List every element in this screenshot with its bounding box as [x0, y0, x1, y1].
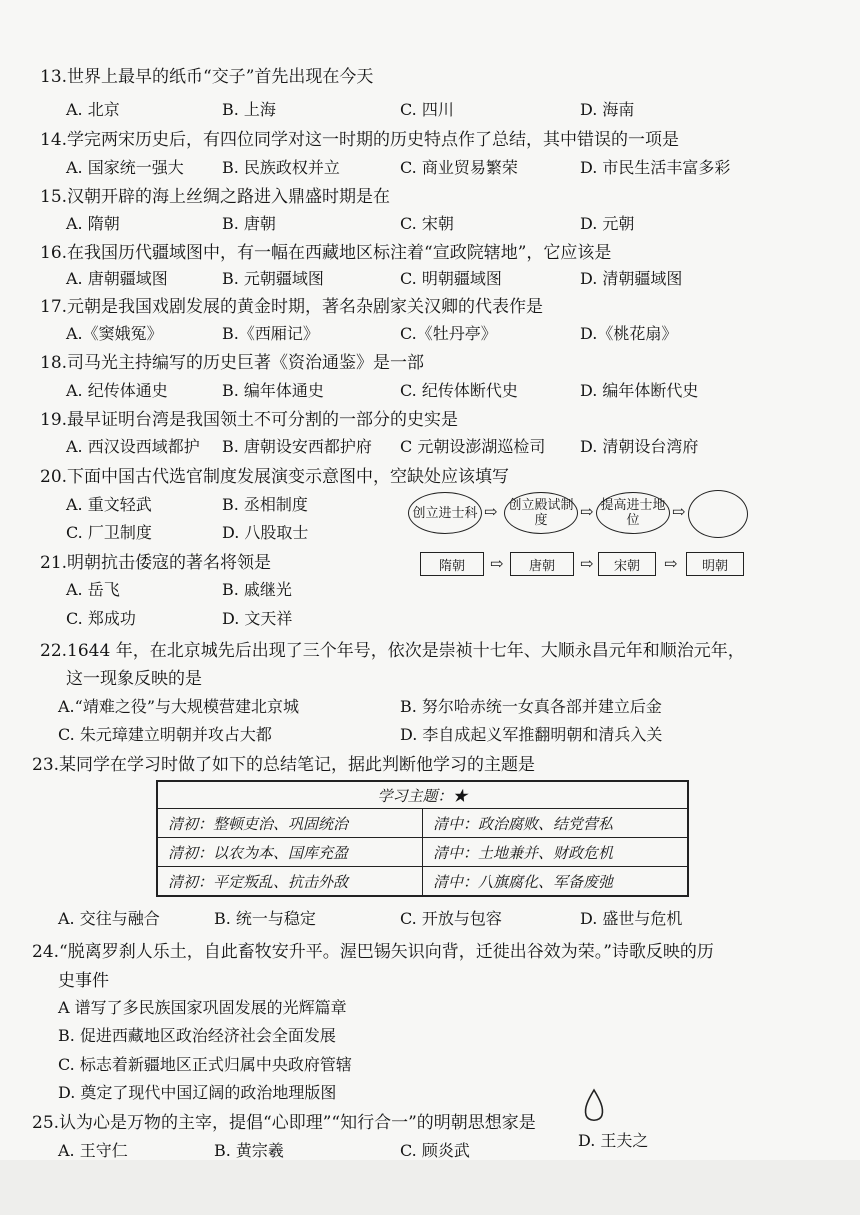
option-c: C. 朱元璋建立明朝并攻占大都 [58, 725, 272, 744]
option-b: B. 黄宗羲 [214, 1141, 284, 1160]
question-number: 21. [40, 553, 68, 573]
question-19 [40, 405, 458, 430]
question-22 [40, 636, 745, 661]
arrow-icon: ⇨ [672, 502, 686, 521]
option-d: D. 市民生活丰富多彩 [580, 158, 731, 177]
question-number: 13. [40, 67, 68, 87]
question-18 [40, 348, 424, 373]
option-d: D. 清朝疆域图 [580, 269, 683, 288]
option-d: D. 李自成起义军推翻明朝和清兵入关 [400, 725, 663, 744]
option-c: C. 顾炎武 [400, 1141, 470, 1160]
diagram-oval-blank [688, 490, 748, 538]
question-number: 25. [32, 1113, 60, 1133]
option-c: C.《牡丹亭》 [400, 324, 497, 343]
question-number: 22. [40, 641, 68, 661]
option-b: B. 促进西藏地区政治经济社会全面发展 [58, 1026, 336, 1045]
option-c: C 元朝设澎湖巡检司 [400, 437, 546, 456]
question-number: 23. [32, 755, 60, 775]
option-a: A. 隋朝 [66, 214, 120, 233]
option-d: D. 奠定了现代中国辽阔的政治地理版图 [58, 1083, 337, 1102]
question-stem: 司马光主持编写的历史巨著《资治通鉴》是一部 [67, 353, 425, 373]
option-b: B. 丞相制度 [222, 495, 308, 514]
diagram-dynasty-sui: 隋朝 [420, 552, 484, 576]
question-stem: 某同学在学习时做了如下的总结笔记，据此判断他学习的主题是 [59, 755, 536, 775]
option-b: B.《西厢记》 [222, 324, 319, 343]
table-cell: 清中：八旗腐化、军备废弛 [423, 867, 689, 897]
arrow-icon: ⇨ [484, 502, 498, 521]
option-a: A. 岳飞 [66, 580, 120, 599]
diagram-oval-3: 提高进士地位 [596, 492, 670, 534]
question-stem: 认为心是万物的主宰，提倡“心即理”“知行合一”的明朝思想家是 [59, 1113, 536, 1133]
option-c: C. 商业贸易繁荣 [400, 158, 518, 177]
option-c: C. 宋朝 [400, 214, 454, 233]
option-a: A.“靖难之役”与大规模营建北京城 [58, 697, 300, 716]
table-cell: 清初：以农为本、国库充盈 [157, 838, 423, 867]
study-notes-table [156, 780, 689, 897]
arrow-icon: ⇨ [664, 554, 678, 573]
option-c: C. 开放与包容 [400, 909, 502, 928]
option-d: D. 文天祥 [222, 609, 293, 628]
question-stem: 1644 年，在北京城先后出现了三个年号，依次是崇祯十七年、大顺永昌元年和顺治元年， [67, 641, 745, 661]
page-bottom-shadow [0, 1160, 860, 1215]
selection-system-diagram [400, 488, 760, 588]
option-a: A.《窦娥冤》 [66, 324, 163, 343]
option-c: C. 标志着新疆地区正式归属中央政府管辖 [58, 1055, 352, 1074]
table-cell: 清初：平定叛乱、抗击外敌 [157, 867, 423, 897]
option-b: B. 戚继光 [222, 580, 292, 599]
question-14 [40, 125, 679, 150]
arrow-icon: ⇨ [580, 554, 594, 573]
question-25 [32, 1108, 536, 1133]
option-b: B. 统一与稳定 [214, 909, 316, 928]
option-a: A. 交往与融合 [58, 909, 160, 928]
option-b: B. 元朝疆域图 [222, 269, 324, 288]
arrow-icon: ⇨ [490, 554, 504, 573]
option-d: D. 编年体断代史 [580, 381, 699, 400]
question-number: 17. [40, 297, 68, 317]
option-c: C. 明朝疆域图 [400, 269, 502, 288]
option-c: C. 郑成功 [66, 609, 136, 628]
question-stem: 最早证明台湾是我国领土不可分割的一部分的史实是 [67, 410, 459, 430]
option-d: D. 盛世与危机 [580, 909, 683, 928]
table-cell: 清中：政治腐败、结党营私 [423, 809, 689, 838]
question-number: 16. [40, 243, 68, 263]
question-number: 19. [40, 410, 68, 430]
diagram-dynasty-song: 宋朝 [598, 552, 656, 576]
option-d: D. 清朝设台湾府 [580, 437, 699, 456]
diagram-oval-1: 创立进士科 [408, 492, 482, 534]
option-a: A. 王守仁 [58, 1141, 128, 1160]
question-stem-continued: 这一现象反映的是 [66, 669, 202, 689]
question-stem-continued: 史事件 [58, 971, 109, 991]
question-20 [40, 462, 509, 487]
question-23 [32, 750, 535, 775]
question-21 [40, 548, 271, 573]
question-stem: 明朝抗击倭寇的著名将领是 [67, 553, 272, 573]
teardrop-mark-icon [582, 1088, 606, 1124]
option-a: A. 北京 [66, 100, 120, 119]
question-stem: 元朝是我国戏剧发展的黄金时期，著名杂剧家关汉卿的代表作是 [67, 297, 544, 317]
option-d: D.《桃花扇》 [580, 324, 678, 343]
question-15 [40, 182, 390, 207]
question-24 [32, 937, 714, 962]
option-c: C. 厂卫制度 [66, 523, 152, 542]
option-b: B. 上海 [222, 100, 276, 119]
question-number: 14. [40, 130, 68, 150]
table-cell: 清初：整顿吏治、巩固统治 [157, 809, 423, 838]
diagram-dynasty-tang: 唐朝 [510, 552, 574, 576]
option-b: B. 编年体通史 [222, 381, 324, 400]
table-cell: 清中：土地兼并、财政危机 [423, 838, 689, 867]
option-c: C. 纪传体断代史 [400, 381, 518, 400]
question-number: 15. [40, 187, 68, 207]
question-stem: 汉朝开辟的海上丝绸之路进入鼎盛时期是在 [67, 187, 391, 207]
question-13 [40, 62, 373, 87]
table-row [157, 809, 688, 838]
diagram-dynasty-ming: 明朝 [686, 552, 744, 576]
question-17 [40, 292, 543, 317]
question-stem: “脱离罗刹人乐土，自此畜牧安升平。渥巴锡矢识向背，迁徙出谷效为荣。”诗歌反映的历 [59, 942, 714, 962]
option-b: B. 唐朝设安西都护府 [222, 437, 372, 456]
option-d: D. 八股取士 [222, 523, 309, 542]
question-stem: 下面中国古代选官制度发展演变示意图中，空缺处应该填写 [67, 467, 510, 487]
question-number: 18. [40, 353, 68, 373]
option-b: B. 民族政权并立 [222, 158, 340, 177]
option-a: A. 唐朝疆域图 [66, 269, 168, 288]
option-a: A. 西汉设西域都护 [66, 437, 200, 456]
question-stem: 世界上最早的纸币“交子”首先出现在今天 [67, 67, 374, 87]
question-number: 20. [40, 467, 68, 487]
option-d: D. 元朝 [580, 214, 635, 233]
option-b: B. 唐朝 [222, 214, 276, 233]
option-b: B. 努尔哈赤统一女真各部并建立后金 [400, 697, 662, 716]
question-number: 24. [32, 942, 60, 962]
question-stem: 学完两宋历史后，有四位同学对这一时期的历史特点作了总结，其中错误的一项是 [67, 130, 680, 150]
table-row [157, 838, 688, 867]
option-d: D. 海南 [580, 100, 635, 119]
question-stem: 在我国历代疆域图中，有一幅在西藏地区标注着“宣政院辖地”，它应该是 [67, 243, 612, 263]
option-a: A. 重文轻武 [66, 495, 152, 514]
arrow-icon: ⇨ [580, 502, 594, 521]
option-c: C. 四川 [400, 100, 454, 119]
option-d: D. 王夫之 [578, 1131, 649, 1150]
option-a: A 谱写了多民族国家巩固发展的光辉篇章 [58, 998, 347, 1017]
table-title: 学习主题：★ [157, 781, 688, 809]
question-16 [40, 238, 611, 263]
option-a: A. 国家统一强大 [66, 158, 184, 177]
diagram-oval-2: 创立殿试制度 [504, 492, 578, 534]
table-row [157, 867, 688, 897]
option-a: A. 纪传体通史 [66, 381, 168, 400]
